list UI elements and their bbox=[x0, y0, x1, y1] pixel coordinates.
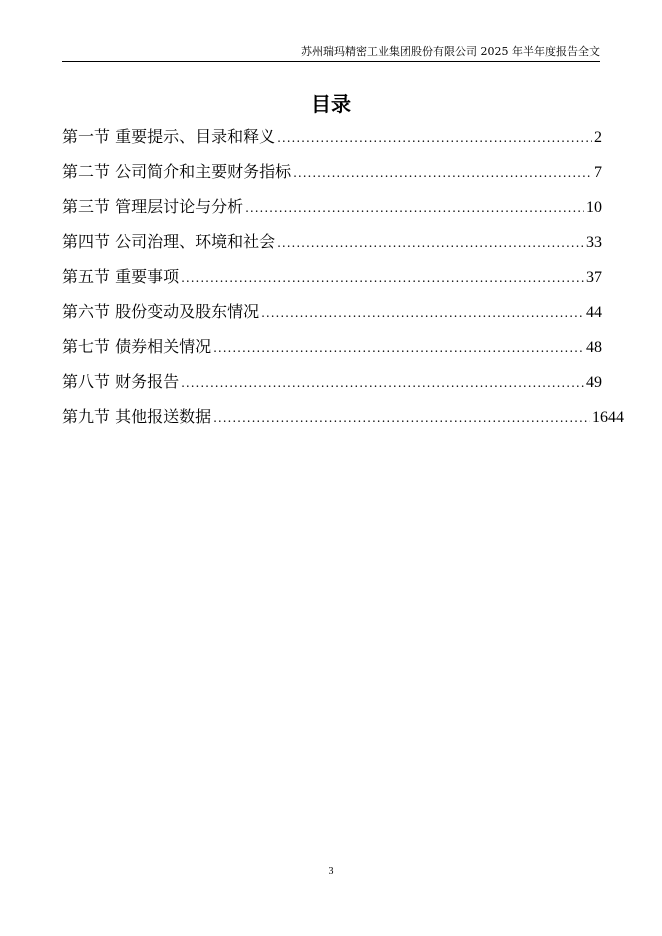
toc-dot-leader bbox=[293, 160, 592, 186]
toc-dot-leader bbox=[261, 300, 584, 326]
toc-dot-leader bbox=[181, 265, 584, 291]
toc-entry-page: 49 bbox=[586, 374, 602, 391]
toc-entry-section-9[interactable] bbox=[62, 404, 624, 439]
toc-entry-label: 第四节 公司治理、环境和社会 bbox=[62, 232, 276, 251]
table-of-contents bbox=[62, 124, 624, 439]
page-number: 3 bbox=[328, 866, 334, 877]
toc-dot-leader bbox=[277, 230, 584, 256]
toc-entry-page: 37 bbox=[586, 269, 602, 286]
toc-dot-leader bbox=[277, 125, 592, 151]
toc-entry-section-3[interactable] bbox=[62, 194, 602, 229]
toc-dot-leader bbox=[181, 370, 584, 396]
toc-entry-label: 第五节 重要事项 bbox=[62, 267, 180, 286]
toc-title: 目录 bbox=[311, 92, 351, 116]
toc-entry-label: 第六节 股份变动及股东情况 bbox=[62, 302, 260, 321]
toc-entry-page: 44 bbox=[586, 304, 602, 321]
toc-entry-label: 第二节 公司简介和主要财务指标 bbox=[62, 162, 292, 181]
toc-entry-page: 48 bbox=[586, 339, 602, 356]
running-header: 苏州瑞玛精密工业集团股份有限公司 2025 年半年度报告全文 bbox=[301, 45, 600, 58]
toc-entry-label: 第三节 管理层讨论与分析 bbox=[62, 197, 244, 216]
toc-entry-section-1[interactable] bbox=[62, 124, 602, 159]
toc-entry-page: 10 bbox=[586, 199, 602, 216]
toc-entry-label: 第八节 财务报告 bbox=[62, 372, 180, 391]
toc-entry-section-2[interactable] bbox=[62, 159, 602, 194]
toc-entry-label: 第一节 重要提示、目录和释义 bbox=[62, 127, 276, 146]
toc-entry-page: 33 bbox=[586, 234, 602, 251]
toc-entry-section-8[interactable] bbox=[62, 369, 602, 404]
toc-entry-page: 7 bbox=[594, 164, 602, 181]
toc-dot-leader bbox=[213, 335, 584, 361]
toc-entry-section-4[interactable] bbox=[62, 229, 602, 264]
toc-entry-section-7[interactable] bbox=[62, 334, 602, 369]
toc-entry-page: 2 bbox=[594, 129, 602, 146]
toc-entry-section-6[interactable] bbox=[62, 299, 602, 334]
toc-dot-leader bbox=[213, 405, 590, 431]
toc-entry-label: 第七节 债券相关情况 bbox=[62, 337, 212, 356]
toc-entry-section-5[interactable] bbox=[62, 264, 602, 299]
header-divider bbox=[62, 61, 600, 62]
toc-entry-page: 1644 bbox=[592, 409, 624, 426]
toc-dot-leader bbox=[245, 195, 584, 221]
toc-entry-label: 第九节 其他报送数据 bbox=[62, 407, 212, 426]
